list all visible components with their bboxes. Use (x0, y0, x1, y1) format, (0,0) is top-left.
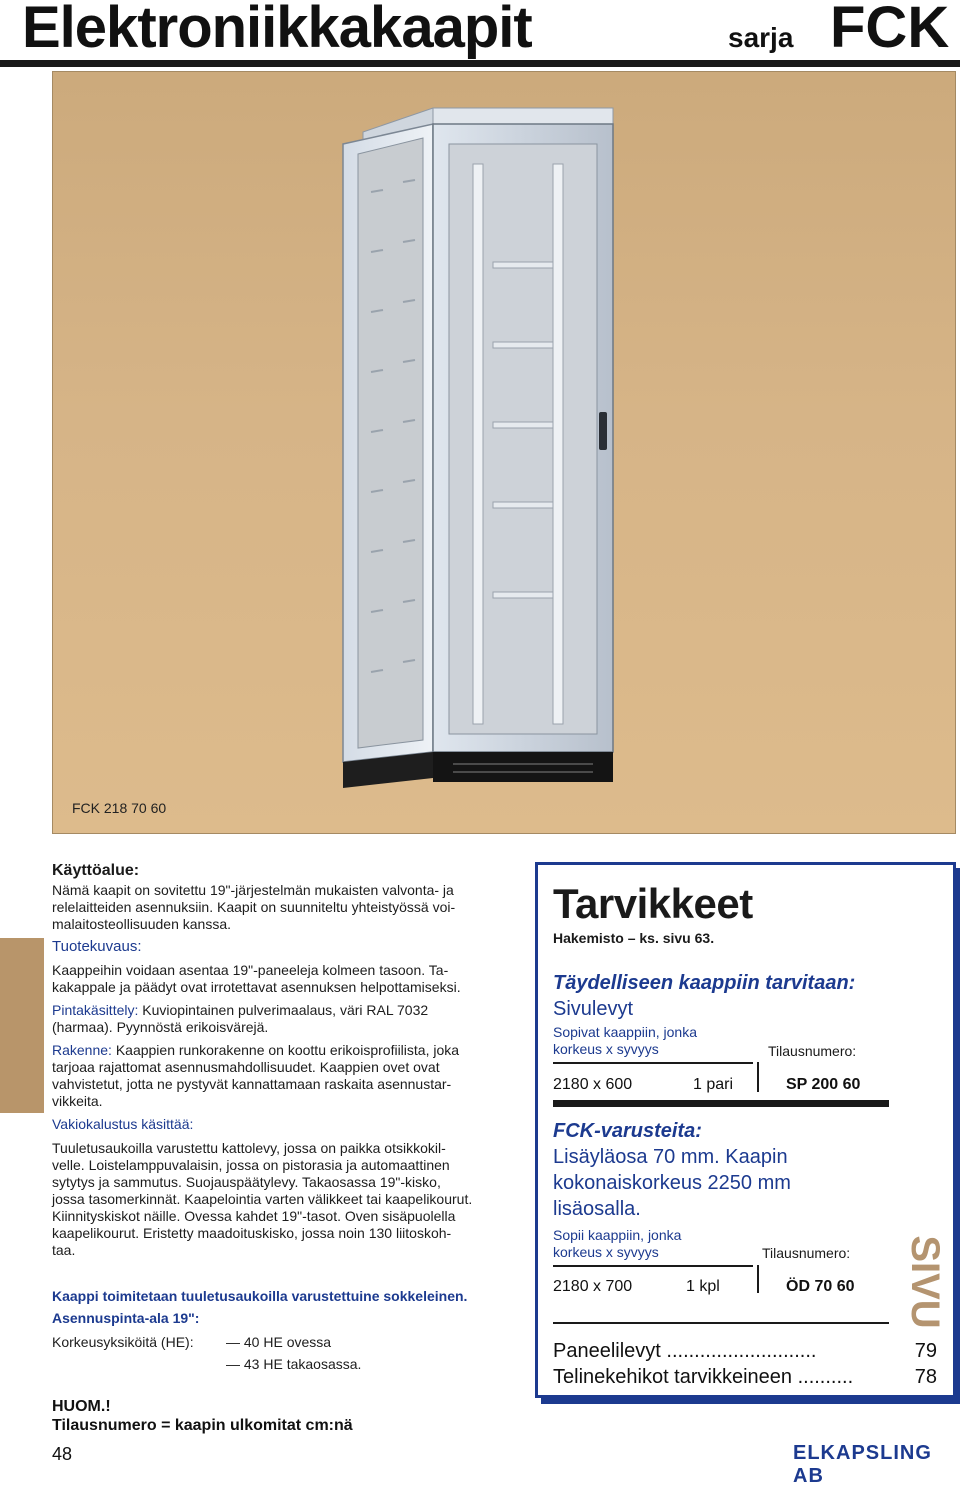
row1-size: 2180 x 600 (553, 1076, 633, 1093)
sopivat-text: Sopivat kaappiin, jonka korkeus x syvyys (553, 1024, 697, 1057)
row1-qty: 1 pari (693, 1076, 734, 1093)
vakiokalustus-heading: Vakiokalustus käsittää: (52, 1116, 194, 1132)
photo-caption: FCK 218 70 60 (72, 800, 167, 816)
tilausnumero-header-2: Tilausnumero: (762, 1245, 851, 1261)
row2-size: 2180 x 700 (553, 1278, 633, 1295)
index-item-paneelilevyt: Paneelilevyt ........................... 79 (553, 1340, 937, 1362)
product-photo (52, 71, 956, 834)
asennuspinta-heading: Asennuspinta-ala 19": (52, 1310, 200, 1326)
taydelliseen-heading: Täydelliseen kaappiin tarvitaan: (553, 972, 856, 994)
series-prefix: sarja (728, 22, 794, 53)
sopii-text: Sopii kaappiin, jonka korkeus x syvyys (553, 1227, 682, 1260)
brand-name: ELKAPSLING AB (793, 1442, 932, 1487)
header-divider (0, 60, 960, 67)
box-title: Tarvikkeet (553, 880, 753, 927)
pintakasittely-label: Pintakäsittely: (52, 1002, 139, 1018)
section-divider (553, 1100, 889, 1107)
row2-code: ÖD 70 60 (786, 1278, 855, 1295)
table-rule-vertical-2 (757, 1265, 759, 1293)
table-rule (553, 1062, 753, 1064)
row1-code: SP 200 60 (786, 1076, 861, 1093)
page-title: Elektroniikkakaapit (22, 0, 532, 60)
korkeus-label: Korkeusyksiköitä (HE): (52, 1334, 194, 1350)
tilausnumero-header-1: Tilausnumero: (768, 1043, 857, 1059)
tuuletus-note: Kaappi toimitetaan tuuletusaukoilla varustettuine sokkeleinen. (52, 1288, 468, 1304)
korkeus-takaosassa: — 43 HE takaosassa. (226, 1356, 362, 1372)
tuotekuvaus-heading: Tuotekuvaus: (52, 938, 142, 955)
table-rule-2 (553, 1265, 753, 1267)
page-number: 48 (52, 1444, 73, 1464)
cabinet-illustration (53, 72, 955, 833)
section-tab (0, 938, 44, 1113)
rakenne-label: Rakenne: (52, 1042, 112, 1058)
sivu-label: SIVU (903, 1235, 948, 1329)
kayttoalue-text: Nämä kaapit on sovitettu 19"-järjestelmän mukaisten valvonta- ja relelaitteiden asennuksiin. Kaapit on suunniteltu yhteistyössä voi- malaitosteollisuuden kanssa. (52, 882, 456, 932)
lisaylaosa-text: Lisäyläosa 70 mm. Kaapin kokonaiskorkeus 2250 mm lisäosalla. (553, 1146, 791, 1220)
tilausnumero-note: Tilausnumero = kaapin ulkomitat cm:nä (52, 1417, 353, 1434)
index-item-telinekehikot: Telinekehikot tarvikkeineen .......... 78 (553, 1366, 937, 1388)
fck-varusteita-heading: FCK-varusteita: (553, 1120, 702, 1142)
series-name: FCK (830, 0, 950, 60)
korkeus-ovessa: — 40 HE ovessa (226, 1334, 332, 1350)
huom-label: HUOM.! (52, 1398, 111, 1415)
row2-qty: 1 kpl (686, 1278, 720, 1295)
rakenne-text: Rakenne: Kaappien runkorakenne on koottu erikoisprofiilista, joka tarjoaa rajattomat asennusmahdollisuudet. Kaappien ovet ovat vahvistetut, jotta ne pystyvät kannattamaan raskaita asennustar- vikkeita. (52, 1042, 460, 1109)
table-rule-vertical (757, 1062, 759, 1092)
tuotekuvaus-text: Kaappeihin voidaan asentaa 19"-paneeleja kolmeen tasoon. Ta- kakappale ja päädyt ovat irrotettavat asennuksen helpottamiseksi. (52, 962, 461, 995)
kayttoalue-heading: Käyttöalue: (52, 862, 140, 879)
vakiokalustus-text: Tuuletusaukoilla varustettu kattolevy, jossa on paikka otsikkokil- velle. Loistelamppuvalaisin, jossa on pistorasia ja automaattinen sytytys ja sammutus. Suojauspäätylevy. Takaosassa 19"-kisko, jossa tasomerkinnät. Kaapelointia varten välikkeet tai kaapelikourut. Kiinnityskiskot näille. Ovessa kahdet 19"-tasot. Oven sisäpuolella kaapelikourut. Eristetty maadoituskisko, jossa noin 130 liitoskoh- taa. (52, 1140, 473, 1258)
pintakasittely-text: Pintakäsittely: Kuviopintainen pulverimaalaus, väri RAL 7032 (harmaa). Pyynnöstä erikoisvärejä. (52, 1002, 429, 1035)
sivulevyt-heading: Sivulevyt (553, 998, 634, 1020)
section-divider-2 (553, 1322, 889, 1324)
hakemisto-ref: Hakemisto – ks. sivu 63. (553, 930, 715, 946)
